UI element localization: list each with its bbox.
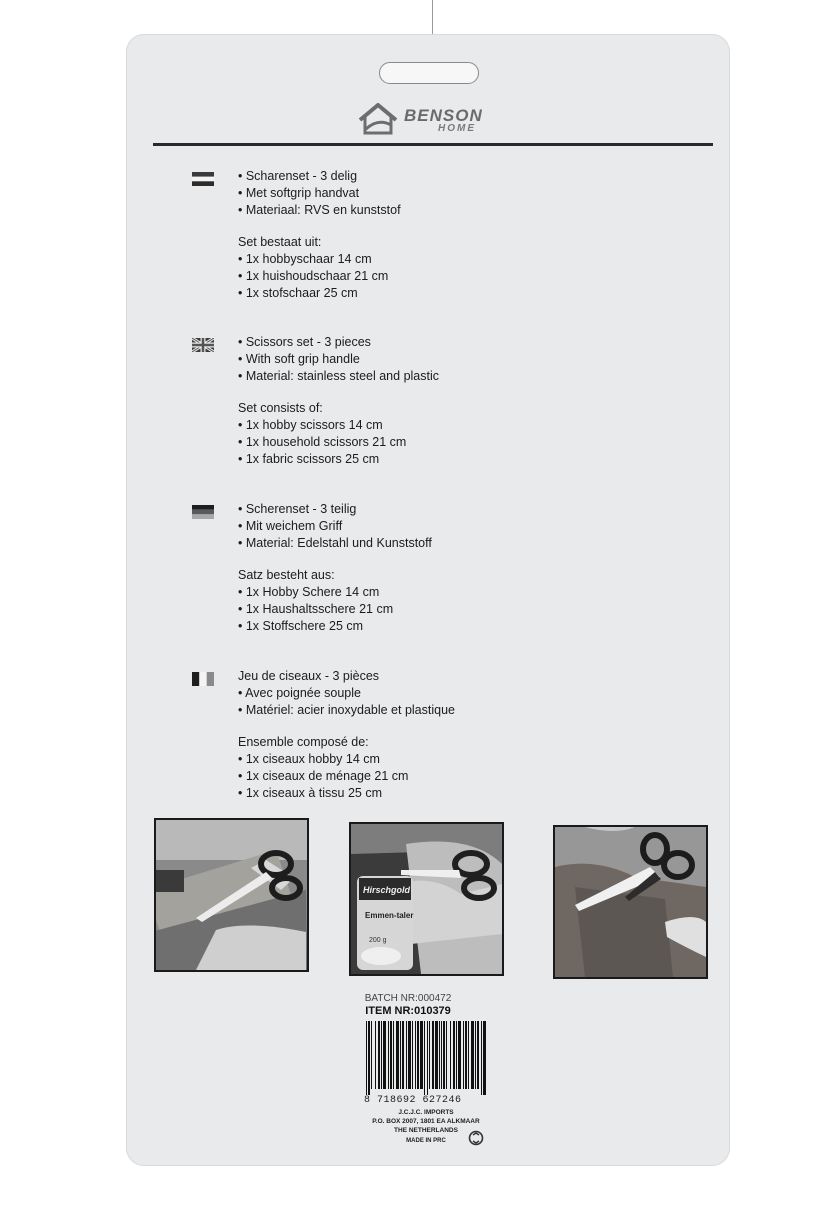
feature-line: • Material: stainless steel and plastic (238, 368, 439, 383)
barcode-bar (441, 1021, 442, 1089)
barcode-bar (443, 1021, 445, 1089)
netherlands-flag-icon (192, 172, 214, 186)
barcode-bar (415, 1021, 416, 1089)
barcode-bar (439, 1021, 440, 1089)
feature-line: • Mit weichem Griff (238, 518, 343, 533)
package-weight-label: 200 g (369, 937, 387, 944)
feature-line: • Scissors set - 3 pieces (238, 335, 371, 349)
barcode-bar (429, 1021, 430, 1089)
feature-line: • Scharenset - 3 delig (238, 169, 358, 183)
contents-heading: Set bestaat uit: (238, 235, 322, 250)
contents-item: • 1x Stoffschere 25 cm (238, 618, 364, 633)
barcode-bar (420, 1021, 423, 1089)
photo-cutting-package (349, 822, 504, 976)
contents-item: • 1x ciseaux à tissu 25 cm (238, 785, 383, 800)
feature-line: Jeu de ciseaux - 3 pièces (238, 669, 380, 683)
feature-line: • Materiaal: RVS en kunststof (238, 202, 401, 217)
barcode-bar (390, 1021, 392, 1089)
barcode (364, 1021, 488, 1095)
barcode-bar (402, 1021, 404, 1089)
contents-item: • 1x stofschaar 25 cm (238, 285, 358, 300)
photo-cutting-fabric (553, 825, 708, 979)
barcode-bar (400, 1021, 401, 1089)
contents-item: • 1x household scissors 21 cm (238, 434, 407, 449)
barcode-bar (378, 1021, 380, 1089)
france-flag-icon (192, 672, 214, 686)
barcode-bar (450, 1021, 451, 1089)
scissors-tube-illustration (156, 820, 307, 970)
package-product-label: Emmen-taler (365, 911, 414, 920)
house-logo-icon (358, 102, 404, 136)
item-number: ITEM NR:010379 (365, 1005, 451, 1017)
barcode-bar (463, 1021, 464, 1089)
feature-line: • Met softgrip handvat (238, 185, 360, 200)
scissors-fabric-illustration (555, 827, 706, 977)
feature-line: • Avec poignée souple (238, 685, 361, 700)
barcode-bar (368, 1021, 370, 1095)
feature-line: • Scherenset - 3 teilig (238, 502, 357, 516)
package-brand-label: Hirschgold (363, 885, 411, 895)
barcode-bar (427, 1021, 428, 1095)
barcode-bar (366, 1021, 367, 1095)
importer-name: J.C.J.C. IMPORTS (398, 1109, 454, 1116)
barcode-bar (393, 1021, 394, 1089)
contents-item: • 1x fabric scissors 25 cm (238, 451, 380, 466)
importer-address: P.O. BOX 2007, 1801 EA ALKMAAR (372, 1118, 480, 1125)
contents-item: • 1x Hobby Schere 14 cm (238, 585, 380, 600)
importer-country: THE NETHERLANDS (394, 1127, 458, 1134)
scissors-package-illustration (351, 824, 502, 974)
barcode-bar (465, 1021, 467, 1089)
barcode-bar (475, 1021, 476, 1089)
contents-item: • 1x ciseaux de ménage 21 cm (238, 768, 409, 783)
barcode-digits: 8 718692 627246 (364, 1095, 462, 1106)
barcode-bar (406, 1021, 407, 1089)
hang-hole (379, 62, 479, 84)
germany-flag-icon (192, 505, 214, 519)
contents-heading: Set consists of: (238, 401, 323, 416)
barcode-bar (456, 1021, 457, 1089)
barcode-bar (453, 1021, 455, 1089)
contents-item: • 1x hobby scissors 14 cm (238, 418, 383, 433)
barcode-bar (408, 1021, 411, 1089)
barcode-bar (477, 1021, 479, 1089)
barcode-bar (432, 1021, 434, 1089)
barcode-bar (417, 1021, 419, 1089)
contents-heading: Satz besteht aus: (238, 568, 335, 583)
brand-name: BENSON (404, 106, 483, 125)
barcode-bar (471, 1021, 474, 1089)
uk-flag-icon (192, 338, 214, 352)
barcode-bar (481, 1021, 482, 1095)
barcode-bar (483, 1021, 486, 1095)
barcode-bar (412, 1021, 413, 1089)
brand-logo (358, 102, 508, 138)
feature-line: • With soft grip handle (238, 351, 360, 366)
barcode-bar (446, 1021, 447, 1089)
contents-item: • 1x hobbyschaar 14 cm (238, 252, 372, 267)
contents-item: • 1x ciseaux hobby 14 cm (238, 752, 380, 767)
photo-cutting-tube (154, 818, 309, 972)
contents-item: • 1x Haushaltsschere 21 cm (238, 601, 394, 616)
barcode-bar (375, 1021, 376, 1089)
barcode-bar (435, 1021, 438, 1089)
feature-line: • Material: Edelstahl und Kunststoff (238, 535, 432, 550)
header-divider (153, 143, 713, 146)
recycle-icon (468, 1130, 484, 1146)
barcode-bar (424, 1021, 425, 1095)
batch-number: BATCH NR:000472 (364, 993, 452, 1004)
contents-item: • 1x huishoudschaar 21 cm (238, 268, 389, 283)
barcode-bar (371, 1021, 372, 1089)
barcode-bar (383, 1021, 386, 1089)
feature-line: • Matériel: acier inoxydable et plastique (238, 702, 455, 717)
barcode-bar (388, 1021, 389, 1089)
barcode-bar (381, 1021, 382, 1089)
contents-heading: Ensemble composé de: (238, 735, 369, 750)
country-of-origin: MADE IN PRC (406, 1138, 446, 1144)
barcode-bar (458, 1021, 461, 1089)
brand-subtitle: HOME (438, 123, 476, 134)
barcode-bar (468, 1021, 469, 1089)
barcode-bar (396, 1021, 399, 1089)
